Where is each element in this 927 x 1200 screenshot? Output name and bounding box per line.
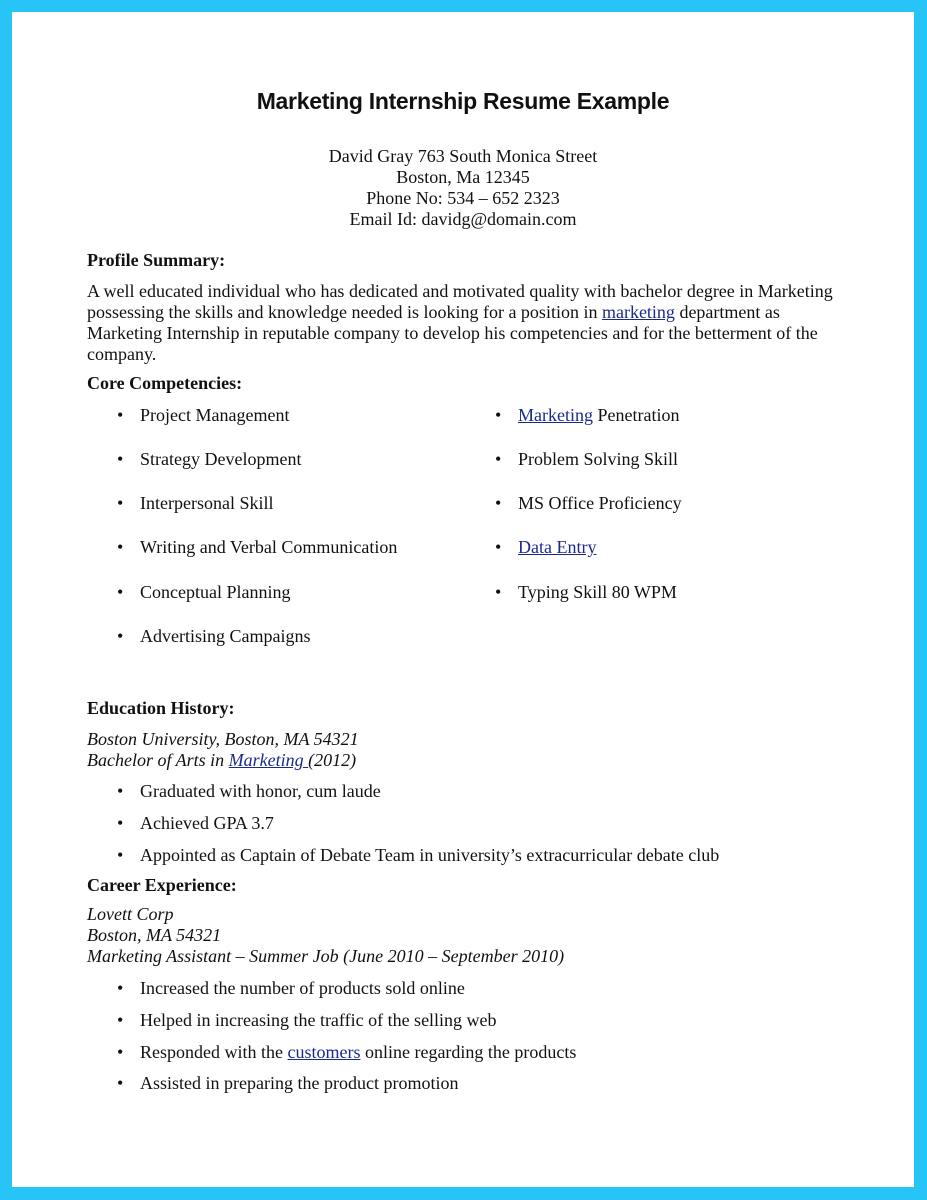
page-title: Marketing Internship Resume Example (256, 88, 670, 114)
contact-name-address: David Gray 763 South Monica Street (328, 146, 598, 166)
bullet-icon: • (495, 449, 502, 469)
bullet-icon: • (117, 405, 124, 425)
bullet-icon: • (117, 813, 124, 833)
profile-paragraph (87, 281, 857, 365)
bullet-icon: • (495, 493, 502, 513)
marketing-link[interactable]: Marketing (518, 405, 593, 425)
career-role: Marketing Assistant – Summer Job (June 2010 – September 2010) (87, 946, 565, 966)
bullet-icon: • (117, 449, 124, 469)
education-heading: Education History: (87, 698, 235, 718)
bullet-icon: • (117, 537, 124, 557)
data-entry-link[interactable]: Data Entry (518, 537, 597, 557)
contact-block (12, 146, 914, 230)
education-school: Boston University, Boston, MA 54321 (87, 729, 359, 749)
bullet-icon: • (117, 1073, 124, 1093)
marketing-link[interactable]: Marketing (228, 750, 309, 770)
bullet-icon: • (117, 781, 124, 801)
bullet-icon: • (495, 582, 502, 602)
bullet-icon: • (117, 978, 124, 998)
career-location: Boston, MA 54321 (87, 925, 222, 945)
bullet-icon: • (117, 493, 124, 513)
profile-text-1: A well educated individual who has dedicated and motivated quality with bachelor degree in Marketing possessing the skills and knowledge needed is looking for a position in (87, 281, 833, 322)
education-degree: Bachelor of Arts in Marketing (2012) (87, 750, 357, 770)
contact-email: Email Id: davidg@domain.com (349, 209, 577, 229)
bullet-icon: • (495, 537, 502, 557)
profile-text-2: department as Marketing Internship in reputable company to develop his competencies and for the betterment of the company. (87, 302, 818, 364)
marketing-link[interactable]: marketing (601, 302, 675, 322)
resume-page: Marketing Internship Resume Example David Gray 763 South Monica Street Boston, Ma 12345 Phone No: 534 – 652 2323 Email Id: davidg@domain.com Profile Summary: A well educated individual who has dedicated and motivated quality with bachelor degree in Marketing possessing the skills and knowledge needed is looking for a position in marketing department as Marketing Internship in reputable company to develop his competencies and for the betterment of the company. Core Competencies: • Project Management • Strategy Development • Interpersonal Skill • Writing and Verbal Communication • Conceptual Planning • Advertising Campaigns • Marketing Penetration • Problem Solving Skill • MS Office Proficiency • Data Entry • Typing Skill 80 WPM Education History: Boston University, Boston, MA 54321 Bachelor of Arts in Marketing (2012) • Graduated with honor, cum laude • Achieved GPA 3.7 • Appointed as Captain of Debate Team in university’s extracurricular debate club Career Experience: Lovett Corp Boston, MA 54321 Marketing Assistant – Summer Job (June 2010 – September 2010) • Increased the number of products sold online • Helped in increasing the traffic of the selling web • Responded with the customers online regarding the products • Assisted in preparing the product promotion (12, 12, 914, 1187)
career-company: Lovett Corp (87, 904, 174, 924)
bullet-icon: • (117, 582, 124, 602)
customers-link[interactable]: customers (287, 1042, 361, 1062)
bullet-icon: • (117, 1042, 124, 1062)
bullet-icon: • (117, 1010, 124, 1030)
contact-phone: Phone No: 534 – 652 2323 (366, 188, 560, 208)
competencies-heading: Core Competencies: (87, 373, 243, 393)
contact-city: Boston, Ma 12345 (396, 167, 530, 187)
bullet-icon: • (495, 405, 502, 425)
career-heading: Career Experience: (87, 875, 237, 895)
bullet-icon: • (117, 626, 124, 646)
profile-heading: Profile Summary: (87, 250, 226, 270)
bullet-icon: • (117, 845, 124, 865)
